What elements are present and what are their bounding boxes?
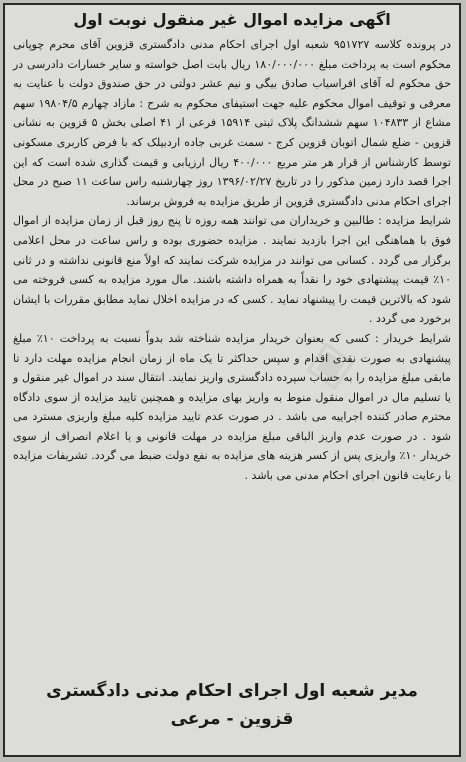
paragraph-auction-terms: شرایط مزایده : طالبین و خریداران می توانند همه روزه تا پنج روز قبل از زمان مزایده از اموال فوق با هماهنگی این اجرا بازدید نمایند . مزایده حضوری بوده و راس ساعت در محل اعلامی برگزار می گردد . کسانی می توانند در مزایده شرکت نمایند که اولاً منع قانونی نداشته و در ثانی ۱۰٪ قیمت پیشنهادی خود را نقداً به همراه داشته باشند. مال مورد مزایده به کسی فروخته می شود که بالاترین قیمت را پیشنهاد نماید . کسی که در مزایده اخلال نماید مطابق مقررات با ایشان برخورد می گردد . — [13, 214, 451, 326]
signature-location: قزوین - مرعی — [170, 709, 294, 729]
paragraph-buyer-terms: شرایط خریدار : کسی که بعنوان خریدار مزایده شناخته شد بدواً نسبت به پرداخت ۱۰٪ مبلغ پیشنهادی به صورت نقدی اقدام و سپس حداکثر تا یک ماه از زمان انجام مزایده مهلت دارد تا مابقی مبلغ مزایده را به حساب سپرده دادگستری واریز نمایند. انتقال سند در اموال غیر منقول و یا تسلیم مال در اموال منقول منوط به واریز بهای مزایده و همچنین تایید مزایده از سوی دادگاه محترم صادر کننده اجراییه می باشد . در صورت عدم تایید مزایده کلیه مبلغ واریزی مسترد می شود . در صورت عدم واریز الباقی مبلغ مزایده در مهلت قانونی و یا اعلام انصراف از سوی خریدار ۱۰٪ واریزی پس از کسر هزینه های مزایده به نفع دولت ضبط می گردد. تشریفات مزایده با رعایت قانون اجرای احکام مدنی می باشد . — [13, 331, 451, 483]
paragraph-case: در پرونده کلاسه ۹۵۱۷۲۷ شعبه اول اجرای احکام مدنی دادگستری قزوین آقای محرم چوپانی محکوم است به پرداخت مبلغ ۱۸۰/۰۰۰/۰۰۰ ریال بابت اصل خواسته و سایر خسارات دادرسی در حق محکوم له آقای افراسیاب صادق بیگی و نیم عشر دولتی در حق صندوق دولت با عنایت به معرفی و توقیف اموال محکوم علیه جهت استیفای محکوم به شرح : مازاد چهارم ۱۹۸۰۴/۵ سهم مشاع از ۱۰۴۸۳۳ سهم ششدانگ پلاک ثبتی ۱۵۹۱۴ فرعی از ۴۱ اصلی بخش ۵ قزوین به نشانی قزوین - ضلع شمال اتوبان قزوین کرج - سمت غربی جاده اردبیلک که با فرض کاربری مسکونی توسط کارشناس از قرار هر متر مربع ۴۰۰/۰۰۰ ریال ارزیابی و قیمت گذاری شده است که این اجرا قصد دارد زمین مذکور را در تاریخ ۱۳۹۶/۰۲/۲۷ روز چهارشنبه راس ساعت ۱۱ صبح در محل اجرای احکام مدنی دادگستری قزوین از طریق مزایده به فروش برساند. — [13, 38, 451, 208]
notice-body — [13, 35, 451, 486]
signature-title: مدیر شعبه اول اجرای احکام مدنی دادگستری — [46, 681, 418, 701]
notice-title: اگهی مزایده اموال غیر منقول نوبت اول — [73, 10, 391, 29]
watermark: ◈ — [298, 321, 361, 403]
signature-block — [5, 677, 459, 733]
notice-sheet — [3, 3, 461, 757]
